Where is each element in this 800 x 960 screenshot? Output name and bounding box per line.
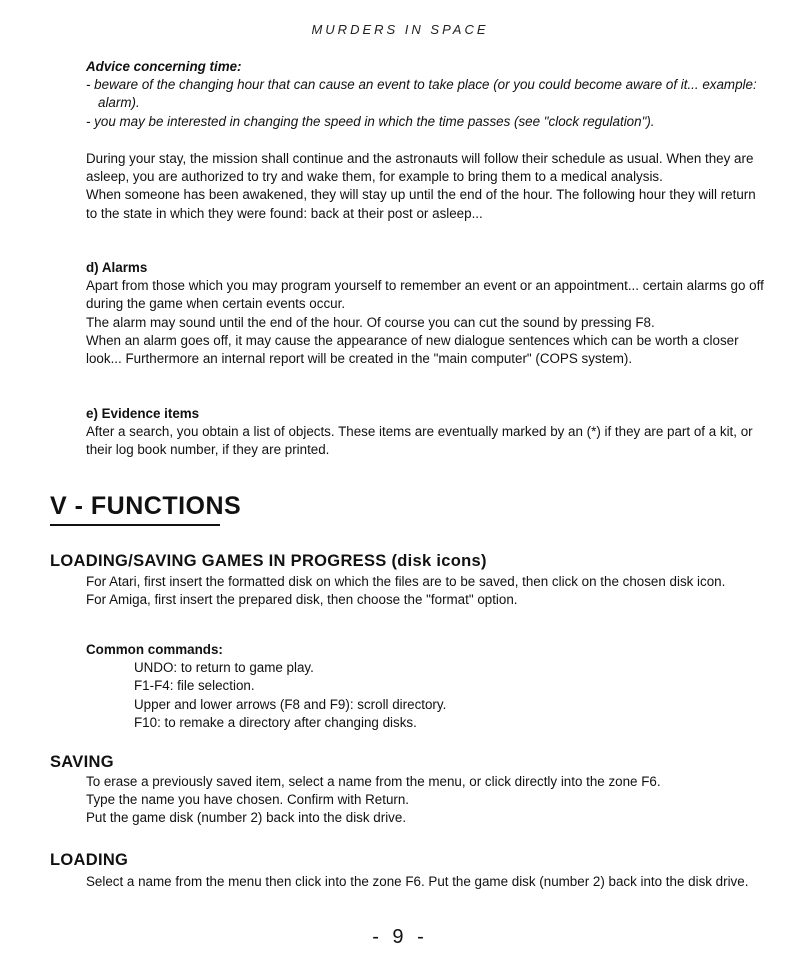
evidence-heading: e) Evidence items [86,406,200,421]
running-head: MURDERS IN SPACE [311,22,489,37]
loading-block [86,873,766,891]
section-title: V - FUNCTIONS [50,492,242,520]
paragraph: When someone has been awakened, they will stay up until the end of the hour. The following hour they will return to the state in which they were found: back at their post or asleep... [86,187,756,221]
advice-line: - you may be interested in changing the speed in which the time passes (see "clock regulation"). [86,113,655,129]
saving-block [86,773,766,828]
commands-list [86,659,766,732]
advice-title: Advice concerning time: [86,59,242,74]
loading-saving-block [86,573,766,609]
advice-line: - beware of the changing hour that can cause an event to take place (or you could become aware of it... example: alarm). [86,77,757,111]
commands-title: Common commands: [86,642,223,657]
paragraph: For Amiga, first insert the prepared disk, then choose the "format" option. [86,592,518,608]
alarms-heading: d) Alarms [86,260,148,275]
paragraph: When an alarm goes off, it may cause the appearance of new dialogue sentences which can be worth a closer look... Furthermore an internal report will be created in the "main computer" (COPS system). [86,332,739,367]
section-underline [50,524,220,526]
saving-heading: SAVING [50,753,114,771]
paragraph: After a search, you obtain a list of objects. These items are eventually marked by an (*) if they are part of a kit, or their log book number, if they are printed. [86,424,753,458]
page-number: - 9 - [372,926,428,948]
paragraph: Apart from those which you may program yourself to remember an event or an appointment... certain alarms go off during the game when certain events occur. [86,278,764,312]
command-item: F10: to remake a directory after changing disks. [134,714,417,730]
paragraph: The alarm may sound until the end of the hour. Of course you can cut the sound by pressing F8. [86,314,655,330]
saving-line: To erase a previously saved item, select a name from the menu, or click directly into the zone F6. [86,774,661,789]
stay-block [86,150,766,223]
command-item: Upper and lower arrows (F8 and F9): scroll directory. [134,696,447,712]
loading-saving-heading: LOADING/SAVING GAMES IN PROGRESS (disk icons) [50,552,487,570]
paragraph: For Atari, first insert the formatted disk on which the files are to be saved, then click on the chosen disk icon. [86,574,726,589]
command-item: F1-F4: file selection. [134,678,255,694]
advice-block [86,58,766,131]
saving-line: Put the game disk (number 2) back into the disk drive. [86,810,407,826]
alarms-block [86,259,766,368]
paragraph: During your stay, the mission shall continue and the astronauts will follow their schedule as usual. When they are asleep, you are authorized to try and wake them, for example to bring them to a medical analysis. [86,151,754,185]
commands-block [86,641,766,732]
evidence-block [86,405,766,460]
saving-line: Type the name you have chosen. Confirm with Return. [86,792,410,808]
command-item: UNDO: to return to game play. [134,660,314,676]
paragraph: Select a name from the menu then click into the zone F6. Put the game disk (number 2) back into the disk drive. [86,874,749,889]
loading-heading: LOADING [50,851,129,869]
